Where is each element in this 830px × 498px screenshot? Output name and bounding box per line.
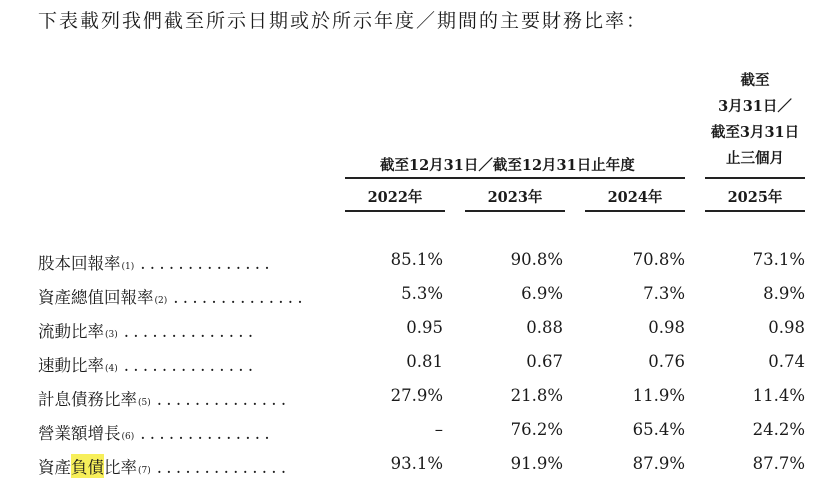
leader-dots: .............. (123, 322, 258, 341)
leader-dots: .............. (156, 390, 291, 409)
table-cell: 0.67 (526, 352, 563, 371)
table-cell: 0.88 (526, 318, 563, 337)
table-cell: 6.9% (521, 284, 563, 303)
table-cell: 8.9% (763, 284, 805, 303)
leader-dots: .............. (123, 356, 258, 375)
footnote-marker: (4) (105, 364, 118, 374)
table-cell: 24.2% (752, 420, 805, 439)
table-cell: 0.74 (768, 352, 805, 371)
row-label-text-suffix: 比率 (104, 458, 137, 477)
row-label-text: 計息債務比率 (38, 390, 137, 409)
table-cell: 87.7% (752, 454, 805, 473)
row-label-text: 資產 (38, 458, 71, 477)
table-cell: 11.9% (632, 386, 685, 405)
table-cell: 90.8% (510, 250, 563, 269)
year-header-2024: 2024年 (607, 189, 663, 206)
table-cell: 21.8% (510, 386, 563, 405)
footnote-marker: (5) (138, 398, 151, 408)
year-rule-2022 (345, 210, 445, 212)
year-rule-2023 (465, 210, 565, 212)
right-header-rule (705, 177, 805, 179)
footnote-marker: (7) (138, 466, 151, 476)
table-cell: 87.9% (632, 454, 685, 473)
leader-dots: .............. (156, 458, 291, 477)
intro-text: 下表載列我們截至所示日期或於所示年度／期間的主要財務比率： (38, 10, 648, 32)
right-header-line-1: 截至 (740, 72, 770, 89)
right-header-line-3: 截至3月31日 (710, 124, 800, 141)
table-cell: 0.95 (406, 318, 443, 337)
year-rule-2025 (705, 210, 805, 212)
leader-dots: .............. (140, 424, 274, 443)
right-header-line-4: 止三個月 (726, 150, 784, 167)
table-cell: 7.3% (643, 284, 685, 303)
row-label-text: 股本回報率 (38, 254, 121, 273)
table-row-label (38, 454, 290, 478)
table-cell: 0.81 (406, 352, 443, 371)
year-rule-2024 (585, 210, 685, 212)
table-cell: 11.4% (752, 386, 805, 405)
table-cell: 0.76 (648, 352, 685, 371)
group-column-header: 截至12月31日／截至12月31日止年度 (380, 157, 635, 174)
footnote-marker: (2) (154, 296, 168, 306)
row-label-text: 資產總值回報率 (38, 288, 154, 307)
table-row-label (38, 250, 274, 274)
table-row-label (38, 318, 257, 342)
right-column-header (705, 68, 805, 172)
table-cell: 73.1% (752, 250, 805, 269)
table-row-label (38, 352, 257, 376)
table-cell: 5.3% (401, 284, 443, 303)
table-cell: 93.1% (390, 454, 443, 473)
row-label-text: 速動比率 (38, 356, 104, 375)
year-header-2022: 2022年 (367, 189, 423, 206)
table-row-label (38, 386, 290, 410)
year-header-2025: 2025年 (727, 189, 783, 206)
row-label-highlight: 負債 (71, 454, 104, 478)
leader-dots: .............. (173, 288, 307, 307)
table-row-label (38, 420, 274, 444)
table-cell: 85.1% (390, 250, 443, 269)
footnote-marker: (1) (121, 262, 135, 272)
row-label-text: 流動比率 (38, 322, 104, 341)
leader-dots: .............. (140, 254, 274, 273)
table-cell: 0.98 (648, 318, 685, 337)
table-cell: 0.98 (768, 318, 805, 337)
table-cell: – (434, 420, 443, 439)
table-cell: 70.8% (632, 250, 685, 269)
row-label-text: 營業額增長 (38, 424, 121, 443)
table-row-label (38, 284, 307, 308)
table-cell: 27.9% (390, 386, 443, 405)
table-cell: 76.2% (510, 420, 563, 439)
group-header-rule (345, 177, 685, 179)
year-header-2023: 2023年 (487, 189, 543, 206)
table-cell: 91.9% (510, 454, 563, 473)
right-header-line-2: 3月31日／ (718, 98, 792, 115)
footnote-marker: (6) (121, 432, 135, 442)
table-cell: 65.4% (632, 420, 685, 439)
footnote-marker: (3) (105, 330, 118, 340)
